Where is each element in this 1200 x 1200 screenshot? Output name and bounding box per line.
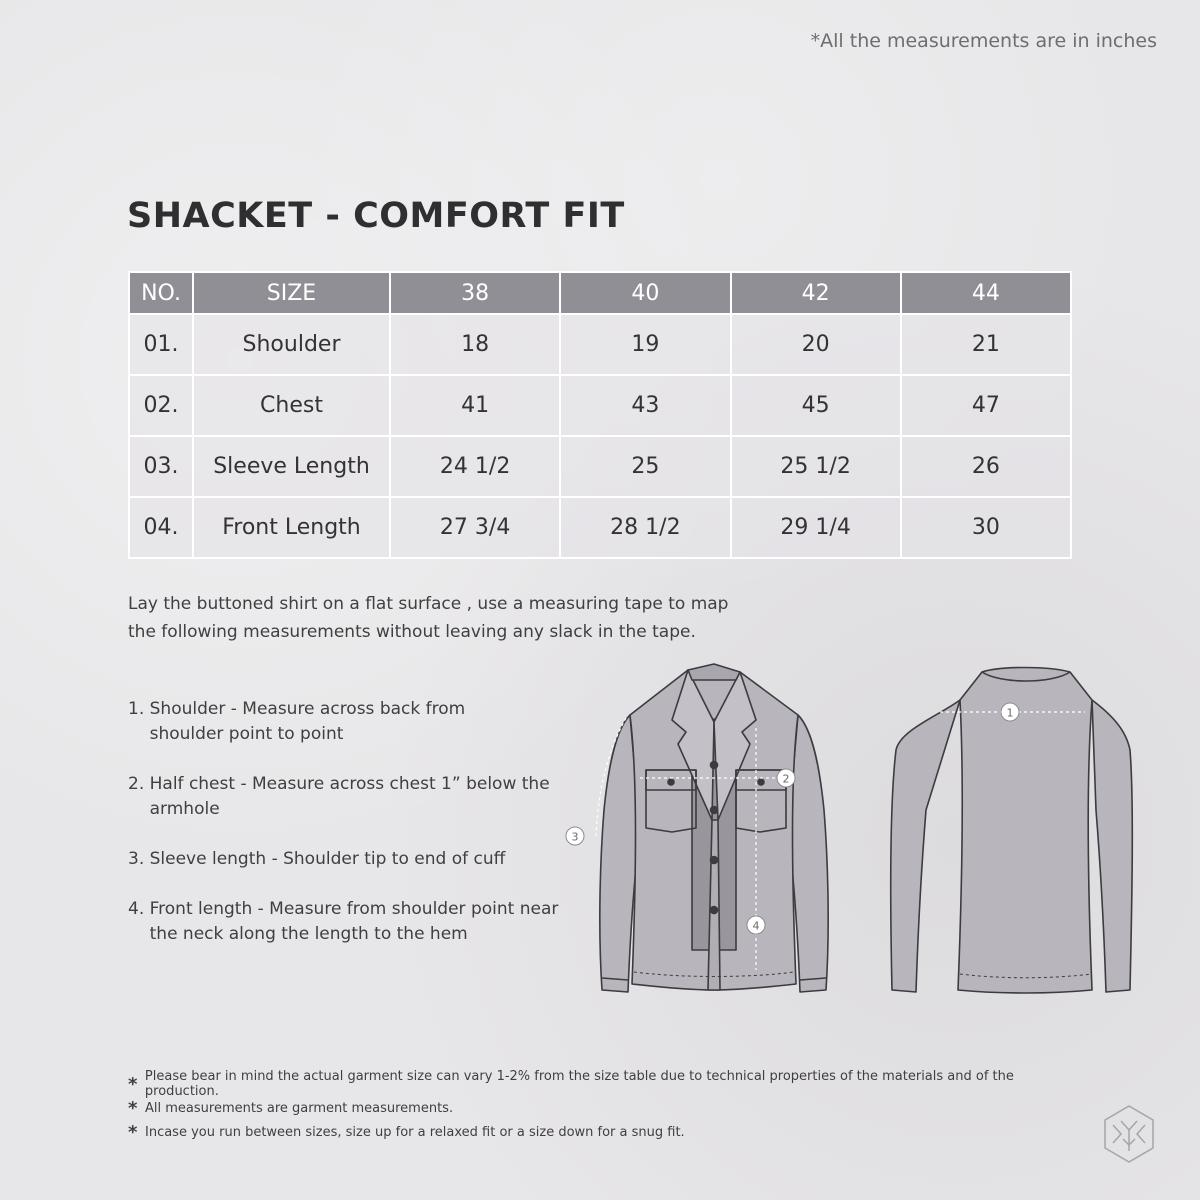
table-header-row [129, 272, 1071, 314]
units-note: *All the measurements are in inches [810, 30, 1157, 52]
header-size-38: 38 [390, 272, 560, 314]
step-text: Half chest - Measure across chest 1” below the armhole [149, 774, 550, 819]
table-cell: 45 [731, 375, 901, 436]
footnote-text: Incase you run between sizes, size up for a relaxed fit or a size down for a snug fit. [145, 1124, 685, 1140]
table-cell: 02. [129, 375, 193, 436]
step-text: Front length - Measure from shoulder point near the neck along the length to the hem [149, 899, 559, 944]
table-cell: 25 1/2 [731, 436, 901, 497]
table-cell: 25 [560, 436, 730, 497]
table-cell: 26 [901, 436, 1071, 497]
table-cell: 30 [901, 497, 1071, 558]
table-row [129, 497, 1071, 558]
asterisk-icon: * [128, 1097, 138, 1119]
size-chart-table [128, 271, 1072, 559]
list-item [128, 847, 598, 872]
marker-1-label: 1 [1006, 706, 1014, 720]
table-cell: 20 [731, 314, 901, 375]
shacket-front-illustration [600, 664, 828, 992]
table-cell: 03. [129, 436, 193, 497]
footnote-text: Please bear in mind the actual garment size can vary 1-2% from the size table due to technical properties of the materials and of the production. [144, 1069, 1014, 1099]
table-cell: 19 [560, 314, 730, 375]
step-text: Sleeve length - Shoulder tip to end of cuff [149, 849, 506, 869]
table-row [129, 314, 1071, 375]
table-cell: 41 [390, 375, 560, 436]
table-cell: 43 [560, 375, 730, 436]
footnote-text: All measurements are garment measurements. [145, 1100, 454, 1116]
table-cell: 28 1/2 [560, 497, 730, 558]
page-title: SHACKET - COMFORT FIT [127, 196, 625, 236]
table-cell: 18 [390, 314, 560, 375]
measuring-instructions [128, 590, 768, 646]
list-item [128, 897, 598, 947]
instructions-line-2: the following measurements without leaving any slack in the tape. [128, 622, 696, 642]
table-cell: 29 1/4 [731, 497, 901, 558]
list-item [128, 697, 598, 747]
marker-1-icon [1001, 703, 1019, 721]
table-cell: 01. [129, 314, 193, 375]
list-item [128, 1120, 1088, 1144]
marker-4-label: 4 [752, 919, 760, 933]
marker-3-icon [566, 827, 584, 845]
footnotes [128, 1069, 1088, 1144]
table-cell: Shoulder [193, 314, 390, 375]
marker-4-icon [747, 916, 765, 934]
step-text: Shoulder - Measure across back from shoulder point to point [149, 699, 466, 744]
step-number: 1. [128, 699, 150, 719]
step-number: 3. [128, 849, 150, 869]
header-size-42: 42 [731, 272, 901, 314]
table-cell: 24 1/2 [390, 436, 560, 497]
marker-2-label: 2 [782, 772, 790, 786]
asterisk-icon: * [128, 1121, 138, 1143]
header-size: SIZE [193, 272, 390, 314]
list-item [128, 1069, 1088, 1099]
marker-2-icon [777, 769, 795, 787]
list-item [128, 772, 598, 822]
header-size-40: 40 [560, 272, 730, 314]
table-cell: 21 [901, 314, 1071, 375]
table-cell: Front Length [193, 497, 390, 558]
instructions-line-1: Lay the buttoned shirt on a flat surface , use a measuring tape to map [128, 594, 729, 614]
step-number: 4. [128, 899, 150, 919]
header-size-44: 44 [901, 272, 1071, 314]
table-row [129, 436, 1071, 497]
brand-logo-icon [1098, 1103, 1160, 1165]
table-cell: Chest [193, 375, 390, 436]
shacket-diagram [560, 660, 1140, 1005]
table-row [129, 375, 1071, 436]
step-number: 2. [128, 774, 150, 794]
marker-3-label: 3 [571, 830, 579, 844]
table-cell: Sleeve Length [193, 436, 390, 497]
table-cell: 04. [129, 497, 193, 558]
table-cell: 47 [901, 375, 1071, 436]
measurement-steps [128, 697, 598, 972]
header-no: NO. [129, 272, 193, 314]
asterisk-icon: * [128, 1073, 138, 1095]
list-item [128, 1096, 1088, 1120]
table-cell: 27 3/4 [390, 497, 560, 558]
